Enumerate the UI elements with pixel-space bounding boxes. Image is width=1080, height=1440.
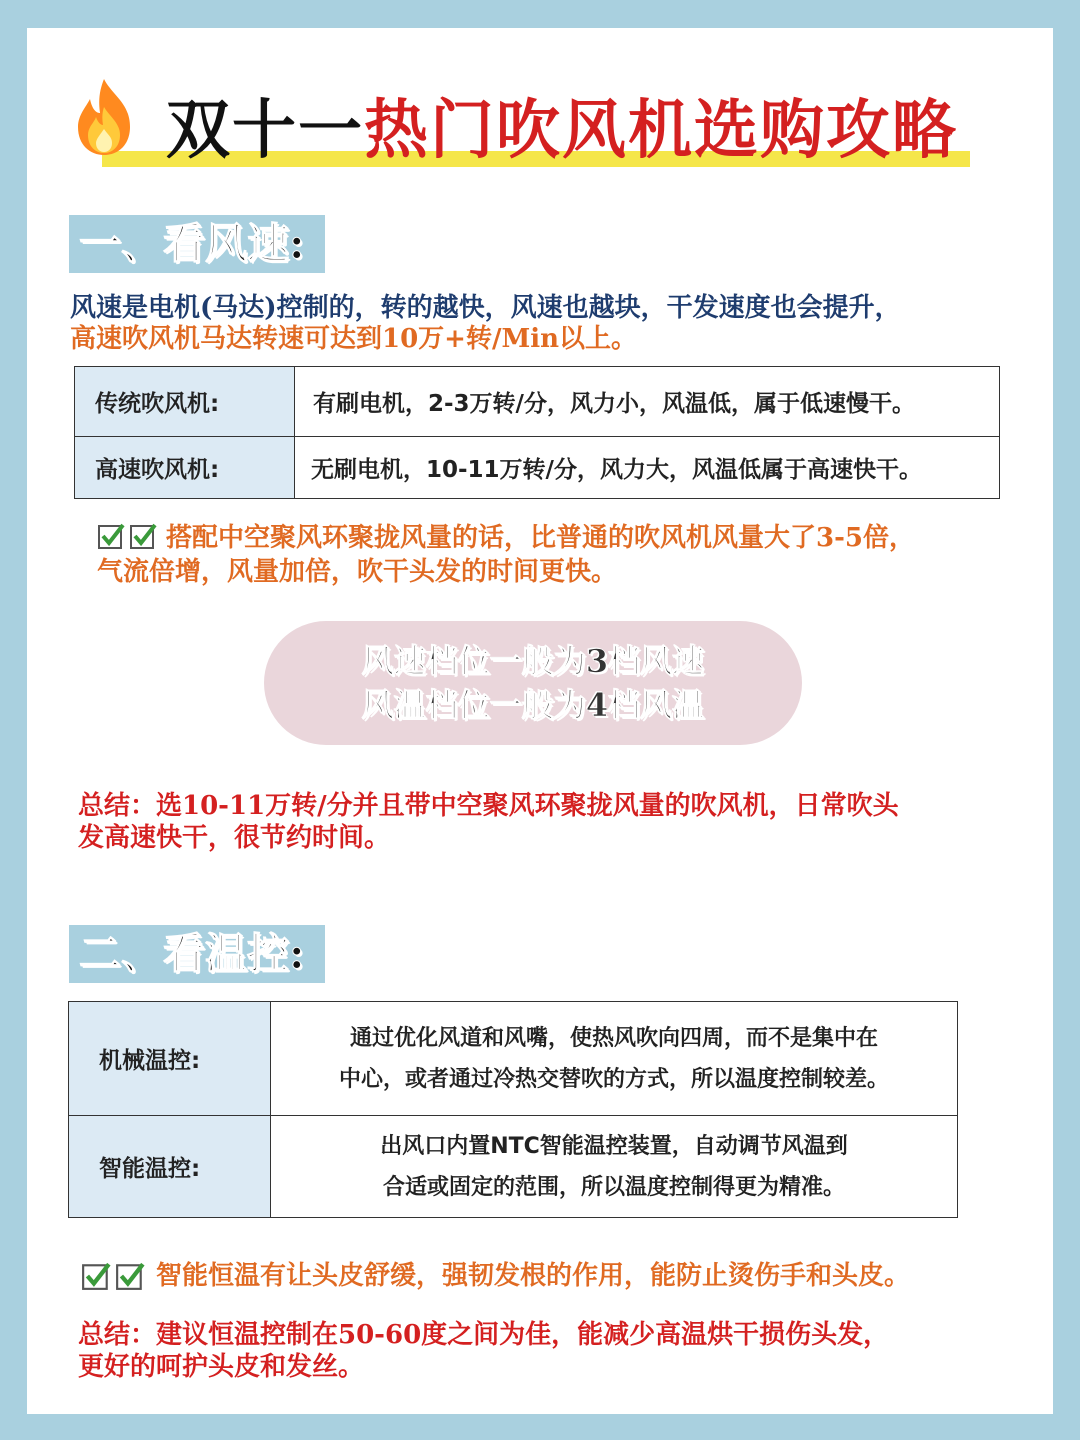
section2-summary-line2: 更好的呵护头皮和发丝。: [78, 1352, 365, 1382]
title-red-part: 热门吹风机选购攻略: [364, 93, 958, 168]
checkbox-icon: [129, 522, 157, 550]
section1-intro-line1: 风速是电机(马达)控制的，转的越快，风速也越块，干发速度也会提升，: [70, 293, 901, 323]
section1-summary-line2: 发高速快干，很节约时间。: [78, 823, 391, 853]
title-text: [166, 79, 958, 171]
table-label: 传统吹风机:: [75, 367, 295, 437]
section1-tip-line1: 搭配中空聚风环聚拢风量的话，比普通的吹风机风量大了3-5倍，: [166, 523, 915, 553]
table-value-line: 通过优化风道和风嘴，使热风吹向四周，而不是集中在: [349, 1025, 878, 1051]
table-value-line: 出风口内置NTC智能温控装置，自动调节风温到: [380, 1133, 848, 1159]
table-row: [69, 1116, 958, 1218]
table-value: 有刷电机，2-3万转/分，风力小，风温低，属于低速慢干。: [295, 367, 1000, 437]
table-row: [75, 367, 1000, 437]
section1-intro-line2: 高速吹风机马达转速可达到10万+转/Min以上。: [70, 324, 638, 354]
checkbox-icons: [81, 1261, 145, 1291]
table-value-line: 中心，或者通过冷热交替吹的方式，所以温度控制较差。: [338, 1066, 889, 1092]
checkbox-icons: [97, 522, 157, 550]
table-label: 机械温控:: [69, 1002, 271, 1116]
table-row: [75, 437, 1000, 499]
table-value: [271, 1002, 958, 1116]
section2-summary-line1: 总结：建议恒温控制在50-60度之间为佳，能减少高温烘干损伤头发，: [78, 1320, 890, 1350]
temperature-table: [68, 1001, 958, 1218]
section1-heading: 一、看风速:: [69, 215, 325, 273]
checkbox-icon: [81, 1261, 111, 1291]
fire-icon: [68, 77, 140, 157]
checkbox-icon: [115, 1261, 145, 1291]
title-black-part: 双十一: [166, 93, 364, 168]
gear-info-pill: [264, 621, 802, 745]
pill-line: 风速档位一般为3档风速: [361, 642, 705, 680]
pill-line: 风温档位一般为4档风温: [361, 686, 705, 724]
section2-tip: 智能恒温有让头皮舒缓，强韧发根的作用，能防止烫伤手和头皮。: [156, 1261, 911, 1291]
section1-tip-line2: 气流倍增，风量加倍，吹干头发的时间更快。: [97, 557, 618, 587]
section1-summary-line1: 总结：选10-11万转/分并且带中空聚风环聚拢风量的吹风机，日常吹头: [78, 791, 899, 821]
checkbox-icon: [97, 522, 125, 550]
table-value: [271, 1116, 958, 1218]
table-value: 无刷电机，10-11万转/分，风力大，风温低属于高速快干。: [295, 437, 1000, 499]
table-label: 高速吹风机:: [75, 437, 295, 499]
page-title: [68, 75, 998, 175]
table-value-line: 合适或固定的范围，所以温度控制得更为精准。: [382, 1174, 845, 1200]
table-row: [69, 1002, 958, 1116]
table-label: 智能温控:: [69, 1116, 271, 1218]
section2-heading: 二、看温控:: [69, 925, 325, 983]
wind-speed-table: [74, 366, 1000, 499]
